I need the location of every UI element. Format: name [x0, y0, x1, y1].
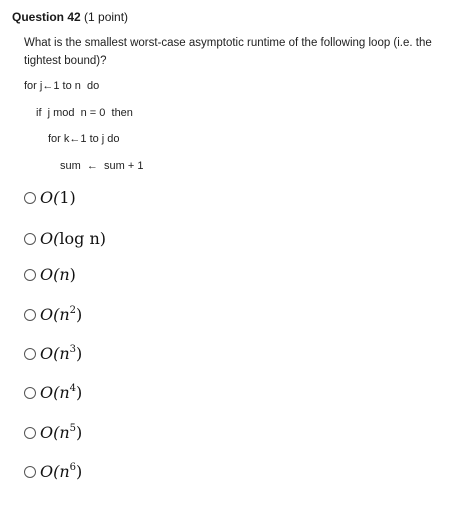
radio-button[interactable]: [24, 269, 36, 281]
radio-button[interactable]: [24, 233, 36, 245]
option-label: $O(n^6)$: [40, 462, 83, 481]
question-points: (1 point): [84, 10, 129, 24]
option-label: O(1): [40, 188, 76, 207]
option-label: $O(n^4)$: [40, 383, 83, 402]
option-label: $O(n^3)$: [40, 344, 83, 363]
question-prompt: What is the smallest worst-case asymptotic runtime of the following loop (i.e. the tightest bound)?: [24, 37, 432, 67]
code-line-if: if j mod n = 0 then: [36, 107, 133, 119]
question-header: [12, 9, 128, 25]
answer-option-7[interactable]: [24, 422, 82, 444]
answer-option-3[interactable]: [24, 264, 76, 286]
code-line-outer-loop: for j←1 to n do: [24, 80, 100, 92]
radio-button[interactable]: [24, 192, 36, 204]
option-label: $O(n^2)$: [40, 305, 83, 324]
radio-button[interactable]: [24, 466, 36, 478]
code-line-sum: sum ← sum + 1: [60, 160, 144, 172]
code-line-inner-loop: for k←1 to j do: [48, 133, 120, 145]
option-label: O(log n): [40, 229, 106, 248]
radio-button[interactable]: [24, 348, 36, 360]
answer-option-1[interactable]: [24, 187, 76, 209]
question-number: Question 42: [12, 10, 81, 24]
radio-button[interactable]: [24, 309, 36, 321]
radio-button[interactable]: [24, 387, 36, 399]
radio-button[interactable]: [24, 427, 36, 439]
answer-option-2[interactable]: [24, 228, 106, 250]
answer-option-6[interactable]: [24, 382, 82, 404]
answer-option-5[interactable]: [24, 343, 82, 365]
answer-option-8[interactable]: [24, 461, 82, 483]
option-label: $O(n^5)$: [40, 423, 83, 442]
answer-option-4[interactable]: [24, 304, 82, 326]
option-label: O(n): [40, 265, 76, 284]
